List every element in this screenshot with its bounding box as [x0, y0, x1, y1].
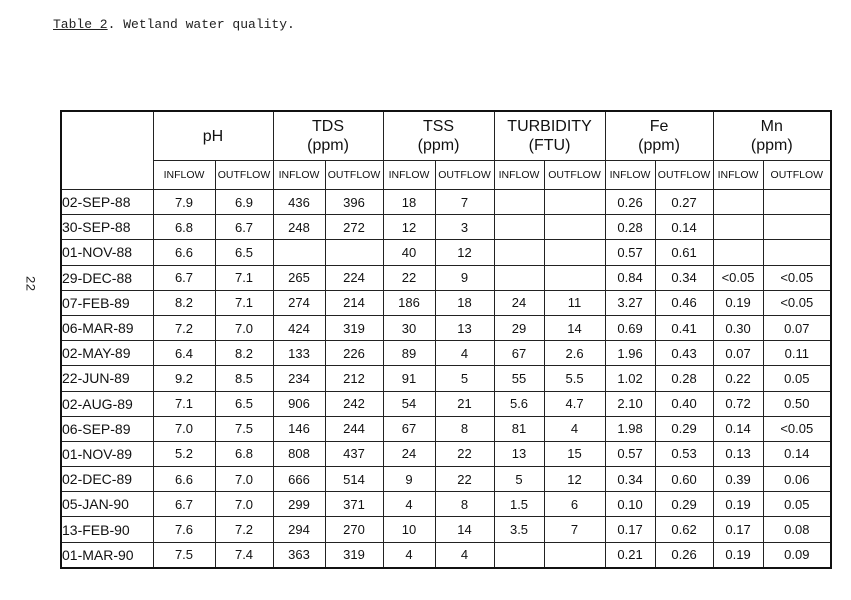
- tds-outflow-cell: 371: [325, 492, 383, 517]
- fe-outflow-cell: 0.26: [655, 542, 713, 568]
- turbidity-inflow-cell: [494, 240, 544, 265]
- header-tss-unit: (ppm): [417, 137, 460, 154]
- ph-inflow-cell: 7.1: [153, 391, 215, 416]
- tss-inflow-cell: 89: [383, 341, 435, 366]
- header-turbidity-name: TURBIDITY: [507, 118, 592, 135]
- ph-inflow-cell: 5.2: [153, 441, 215, 466]
- ph-outflow-cell: 7.2: [215, 517, 273, 542]
- fe-outflow-cell: 0.41: [655, 315, 713, 340]
- table-row: [61, 416, 831, 441]
- tss-outflow-cell: 22: [435, 441, 494, 466]
- tds-inflow-cell: 436: [273, 190, 325, 215]
- header-ph-name: pH: [202, 127, 224, 145]
- tss-inflow-cell: 22: [383, 265, 435, 290]
- table-row: [61, 517, 831, 542]
- table-row: [61, 341, 831, 366]
- mn-outflow-cell: 0.05: [763, 492, 831, 517]
- date-cell: 06-MAR-89: [61, 315, 153, 340]
- fe-inflow-cell: 1.96: [605, 341, 655, 366]
- mn-inflow-cell: 0.19: [713, 542, 763, 568]
- fe-outflow-cell: 0.62: [655, 517, 713, 542]
- date-cell: 02-MAY-89: [61, 341, 153, 366]
- tds-outflow-cell: 396: [325, 190, 383, 215]
- mn-inflow-cell: 0.22: [713, 366, 763, 391]
- turbidity-outflow-cell: 12: [544, 467, 605, 492]
- tds-outflow-cell: 437: [325, 441, 383, 466]
- table-row: [61, 492, 831, 517]
- tss-inflow-cell: 54: [383, 391, 435, 416]
- ph-outflow-cell: 7.5: [215, 416, 273, 441]
- fe-outflow-cell: 0.40: [655, 391, 713, 416]
- tds-inflow-cell: [273, 240, 325, 265]
- tss-outflow-cell: 8: [435, 492, 494, 517]
- fe-inflow-cell: 1.98: [605, 416, 655, 441]
- tds-outflow-cell: 214: [325, 290, 383, 315]
- fe-inflow-cell: 0.69: [605, 315, 655, 340]
- tds-inflow-cell: 265: [273, 265, 325, 290]
- tds-inflow-cell: 294: [273, 517, 325, 542]
- fe-inflow-cell: 0.57: [605, 441, 655, 466]
- tds-inflow-cell: 248: [273, 215, 325, 240]
- table-row: [61, 265, 831, 290]
- sub-header-row: [61, 161, 831, 190]
- tss-outflow-cell: 3: [435, 215, 494, 240]
- table-row: [61, 542, 831, 568]
- fe-inflow-cell: 0.21: [605, 542, 655, 568]
- mn-outflow-cell: <0.05: [763, 265, 831, 290]
- ph-outflow-cell: 6.5: [215, 391, 273, 416]
- turbidity-inflow-cell: [494, 190, 544, 215]
- turbidity-inflow-header: INFLOW: [494, 161, 544, 190]
- turbidity-outflow-cell: 11: [544, 290, 605, 315]
- table-row: [61, 190, 831, 215]
- mn-outflow-cell: 0.06: [763, 467, 831, 492]
- mn-inflow-cell: 0.19: [713, 492, 763, 517]
- tds-inflow-cell: 808: [273, 441, 325, 466]
- mn-inflow-cell: 0.39: [713, 467, 763, 492]
- tds-outflow-cell: 226: [325, 341, 383, 366]
- mn-inflow-cell: [713, 240, 763, 265]
- date-cell: 22-JUN-89: [61, 366, 153, 391]
- mn-inflow-cell: 0.72: [713, 391, 763, 416]
- turbidity-outflow-cell: [544, 190, 605, 215]
- table-row: [61, 366, 831, 391]
- mn-outflow-cell: [763, 240, 831, 265]
- turbidity-inflow-cell: 29: [494, 315, 544, 340]
- tss-inflow-cell: 67: [383, 416, 435, 441]
- ph-outflow-cell: 6.9: [215, 190, 273, 215]
- turbidity-inflow-cell: [494, 542, 544, 568]
- tds-outflow-cell: 319: [325, 542, 383, 568]
- table-row: [61, 441, 831, 466]
- fe-inflow-cell: 1.02: [605, 366, 655, 391]
- fe-outflow-cell: 0.60: [655, 467, 713, 492]
- date-header: [61, 111, 153, 190]
- ph-inflow-cell: 9.2: [153, 366, 215, 391]
- date-cell: 01-MAR-90: [61, 542, 153, 568]
- header-turbidity-unit: (FTU): [528, 137, 571, 154]
- fe-outflow-cell: 0.14: [655, 215, 713, 240]
- header-turbidity: [494, 111, 605, 161]
- mn-inflow-header: INFLOW: [713, 161, 763, 190]
- tds-outflow-cell: 270: [325, 517, 383, 542]
- mn-inflow-cell: <0.05: [713, 265, 763, 290]
- ph-outflow-cell: 6.5: [215, 240, 273, 265]
- tds-inflow-cell: 906: [273, 391, 325, 416]
- table-caption: [53, 17, 295, 32]
- tds-outflow-cell: [325, 240, 383, 265]
- tss-outflow-cell: 9: [435, 265, 494, 290]
- ph-inflow-cell: 6.7: [153, 492, 215, 517]
- tds-inflow-cell: 299: [273, 492, 325, 517]
- header-tds-unit: (ppm): [307, 137, 349, 154]
- mn-outflow-cell: 0.14: [763, 441, 831, 466]
- tss-inflow-cell: 10: [383, 517, 435, 542]
- header-mn-name: Mn: [760, 118, 783, 135]
- ph-inflow-header: INFLOW: [153, 161, 215, 190]
- tss-outflow-cell: 8: [435, 416, 494, 441]
- tss-outflow-cell: 5: [435, 366, 494, 391]
- tss-outflow-cell: 4: [435, 341, 494, 366]
- tds-inflow-cell: 133: [273, 341, 325, 366]
- tss-inflow-cell: 18: [383, 190, 435, 215]
- mn-outflow-cell: 0.09: [763, 542, 831, 568]
- ph-outflow-cell: 8.5: [215, 366, 273, 391]
- tds-outflow-cell: 244: [325, 416, 383, 441]
- table-title: . Wetland water quality.: [107, 17, 295, 32]
- tds-outflow-cell: 514: [325, 467, 383, 492]
- turbidity-outflow-cell: 7: [544, 517, 605, 542]
- turbidity-inflow-cell: 5.6: [494, 391, 544, 416]
- tss-outflow-cell: 4: [435, 542, 494, 568]
- tss-inflow-cell: 24: [383, 441, 435, 466]
- date-cell: 06-SEP-89: [61, 416, 153, 441]
- ph-inflow-cell: 7.5: [153, 542, 215, 568]
- ph-inflow-cell: 7.9: [153, 190, 215, 215]
- mn-inflow-cell: 0.30: [713, 315, 763, 340]
- tss-inflow-cell: 9: [383, 467, 435, 492]
- ph-inflow-cell: 7.2: [153, 315, 215, 340]
- date-cell: 13-FEB-90: [61, 517, 153, 542]
- tss-outflow-cell: 13: [435, 315, 494, 340]
- ph-inflow-cell: 7.6: [153, 517, 215, 542]
- tds-inflow-header: INFLOW: [273, 161, 325, 190]
- turbidity-outflow-cell: [544, 265, 605, 290]
- fe-outflow-cell: 0.27: [655, 190, 713, 215]
- fe-outflow-cell: 0.34: [655, 265, 713, 290]
- date-cell: 30-SEP-88: [61, 215, 153, 240]
- ph-inflow-cell: 6.7: [153, 265, 215, 290]
- tds-outflow-cell: 242: [325, 391, 383, 416]
- ph-outflow-cell: 7.0: [215, 492, 273, 517]
- table-row: [61, 391, 831, 416]
- ph-outflow-cell: 7.0: [215, 467, 273, 492]
- fe-outflow-cell: 0.28: [655, 366, 713, 391]
- tss-outflow-cell: 7: [435, 190, 494, 215]
- fe-outflow-cell: 0.61: [655, 240, 713, 265]
- header-tss-name: TSS: [422, 118, 455, 135]
- mn-inflow-cell: 0.13: [713, 441, 763, 466]
- turbidity-inflow-cell: 55: [494, 366, 544, 391]
- tds-outflow-header: OUTFLOW: [325, 161, 383, 190]
- mn-outflow-header: OUTFLOW: [763, 161, 831, 190]
- tss-outflow-cell: 22: [435, 467, 494, 492]
- mn-inflow-cell: [713, 215, 763, 240]
- turbidity-outflow-cell: 15: [544, 441, 605, 466]
- header-tss: [383, 111, 494, 161]
- table-row: [61, 215, 831, 240]
- fe-inflow-cell: 0.34: [605, 467, 655, 492]
- turbidity-inflow-cell: [494, 265, 544, 290]
- mn-outflow-cell: 0.05: [763, 366, 831, 391]
- date-cell: 02-SEP-88: [61, 190, 153, 215]
- tss-outflow-cell: 21: [435, 391, 494, 416]
- mn-inflow-cell: [713, 190, 763, 215]
- tds-outflow-cell: 212: [325, 366, 383, 391]
- mn-outflow-cell: <0.05: [763, 290, 831, 315]
- ph-outflow-cell: 7.1: [215, 290, 273, 315]
- ph-inflow-cell: 6.6: [153, 240, 215, 265]
- ph-outflow-header: OUTFLOW: [215, 161, 273, 190]
- fe-inflow-cell: 2.10: [605, 391, 655, 416]
- turbidity-inflow-cell: 3.5: [494, 517, 544, 542]
- table-row: [61, 467, 831, 492]
- ph-inflow-cell: 6.8: [153, 215, 215, 240]
- tss-inflow-cell: 4: [383, 542, 435, 568]
- mn-outflow-cell: 0.11: [763, 341, 831, 366]
- tds-outflow-cell: 272: [325, 215, 383, 240]
- date-cell: 02-AUG-89: [61, 391, 153, 416]
- mn-outflow-cell: 0.08: [763, 517, 831, 542]
- turbidity-outflow-cell: [544, 542, 605, 568]
- header-fe: [605, 111, 713, 161]
- tds-inflow-cell: 274: [273, 290, 325, 315]
- turbidity-inflow-cell: 13: [494, 441, 544, 466]
- date-cell: 07-FEB-89: [61, 290, 153, 315]
- header-ph: [153, 111, 273, 161]
- ph-outflow-cell: 7.4: [215, 542, 273, 568]
- tss-inflow-cell: 186: [383, 290, 435, 315]
- table-number: Table 2: [53, 17, 108, 32]
- header-fe-unit: (ppm): [638, 137, 680, 154]
- tss-outflow-header: OUTFLOW: [435, 161, 494, 190]
- turbidity-inflow-cell: 24: [494, 290, 544, 315]
- date-cell: 01-NOV-89: [61, 441, 153, 466]
- table-body: [61, 190, 831, 568]
- fe-inflow-cell: 3.27: [605, 290, 655, 315]
- ph-inflow-cell: 6.6: [153, 467, 215, 492]
- ph-inflow-cell: 8.2: [153, 290, 215, 315]
- turbidity-outflow-cell: 6: [544, 492, 605, 517]
- fe-outflow-header: OUTFLOW: [655, 161, 713, 190]
- turbidity-outflow-cell: 4: [544, 416, 605, 441]
- mn-inflow-cell: 0.07: [713, 341, 763, 366]
- mn-outflow-cell: [763, 215, 831, 240]
- table-row: [61, 290, 831, 315]
- turbidity-outflow-cell: 5.5: [544, 366, 605, 391]
- tss-outflow-cell: 18: [435, 290, 494, 315]
- table-row: [61, 240, 831, 265]
- mn-inflow-cell: 0.14: [713, 416, 763, 441]
- tss-inflow-header: INFLOW: [383, 161, 435, 190]
- ph-outflow-cell: 6.7: [215, 215, 273, 240]
- table-row: [61, 315, 831, 340]
- tss-inflow-cell: 12: [383, 215, 435, 240]
- ph-outflow-cell: 6.8: [215, 441, 273, 466]
- turbidity-outflow-cell: 2.6: [544, 341, 605, 366]
- ph-outflow-cell: 8.2: [215, 341, 273, 366]
- tss-outflow-cell: 12: [435, 240, 494, 265]
- fe-outflow-cell: 0.29: [655, 492, 713, 517]
- turbidity-outflow-cell: 4.7: [544, 391, 605, 416]
- turbidity-outflow-cell: [544, 240, 605, 265]
- fe-outflow-cell: 0.46: [655, 290, 713, 315]
- mn-outflow-cell: [763, 190, 831, 215]
- page-number: 22: [22, 275, 38, 292]
- tds-inflow-cell: 363: [273, 542, 325, 568]
- tds-inflow-cell: 424: [273, 315, 325, 340]
- fe-inflow-cell: 0.28: [605, 215, 655, 240]
- header-mn: [713, 111, 831, 161]
- tss-inflow-cell: 91: [383, 366, 435, 391]
- tds-inflow-cell: 666: [273, 467, 325, 492]
- ph-inflow-cell: 7.0: [153, 416, 215, 441]
- mn-inflow-cell: 0.19: [713, 290, 763, 315]
- date-cell: 29-DEC-88: [61, 265, 153, 290]
- mn-outflow-cell: 0.07: [763, 315, 831, 340]
- mn-inflow-cell: 0.17: [713, 517, 763, 542]
- fe-inflow-header: INFLOW: [605, 161, 655, 190]
- date-cell: 05-JAN-90: [61, 492, 153, 517]
- ph-outflow-cell: 7.0: [215, 315, 273, 340]
- header-fe-name: Fe: [649, 118, 669, 135]
- turbidity-inflow-cell: [494, 215, 544, 240]
- turbidity-outflow-cell: 14: [544, 315, 605, 340]
- fe-inflow-cell: 0.10: [605, 492, 655, 517]
- ph-inflow-cell: 6.4: [153, 341, 215, 366]
- date-cell: 01-NOV-88: [61, 240, 153, 265]
- fe-inflow-cell: 0.17: [605, 517, 655, 542]
- header-mn-unit: (ppm): [750, 137, 793, 154]
- tss-inflow-cell: 40: [383, 240, 435, 265]
- fe-inflow-cell: 0.84: [605, 265, 655, 290]
- fe-inflow-cell: 0.26: [605, 190, 655, 215]
- tds-outflow-cell: 224: [325, 265, 383, 290]
- fe-outflow-cell: 0.29: [655, 416, 713, 441]
- ph-outflow-cell: 7.1: [215, 265, 273, 290]
- mn-outflow-cell: <0.05: [763, 416, 831, 441]
- tds-inflow-cell: 146: [273, 416, 325, 441]
- fe-inflow-cell: 0.57: [605, 240, 655, 265]
- turbidity-inflow-cell: 5: [494, 467, 544, 492]
- tss-inflow-cell: 30: [383, 315, 435, 340]
- tds-outflow-cell: 319: [325, 315, 383, 340]
- tds-inflow-cell: 234: [273, 366, 325, 391]
- turbidity-inflow-cell: 81: [494, 416, 544, 441]
- turbidity-outflow-header: OUTFLOW: [544, 161, 605, 190]
- tss-inflow-cell: 4: [383, 492, 435, 517]
- fe-outflow-cell: 0.53: [655, 441, 713, 466]
- turbidity-inflow-cell: 67: [494, 341, 544, 366]
- tss-outflow-cell: 14: [435, 517, 494, 542]
- header-tds: [273, 111, 383, 161]
- turbidity-inflow-cell: 1.5: [494, 492, 544, 517]
- fe-outflow-cell: 0.43: [655, 341, 713, 366]
- date-cell: 02-DEC-89: [61, 467, 153, 492]
- mn-outflow-cell: 0.50: [763, 391, 831, 416]
- group-header-row: [61, 111, 831, 161]
- header-tds-name: TDS: [312, 118, 345, 135]
- turbidity-outflow-cell: [544, 215, 605, 240]
- water-quality-table: [60, 110, 832, 569]
